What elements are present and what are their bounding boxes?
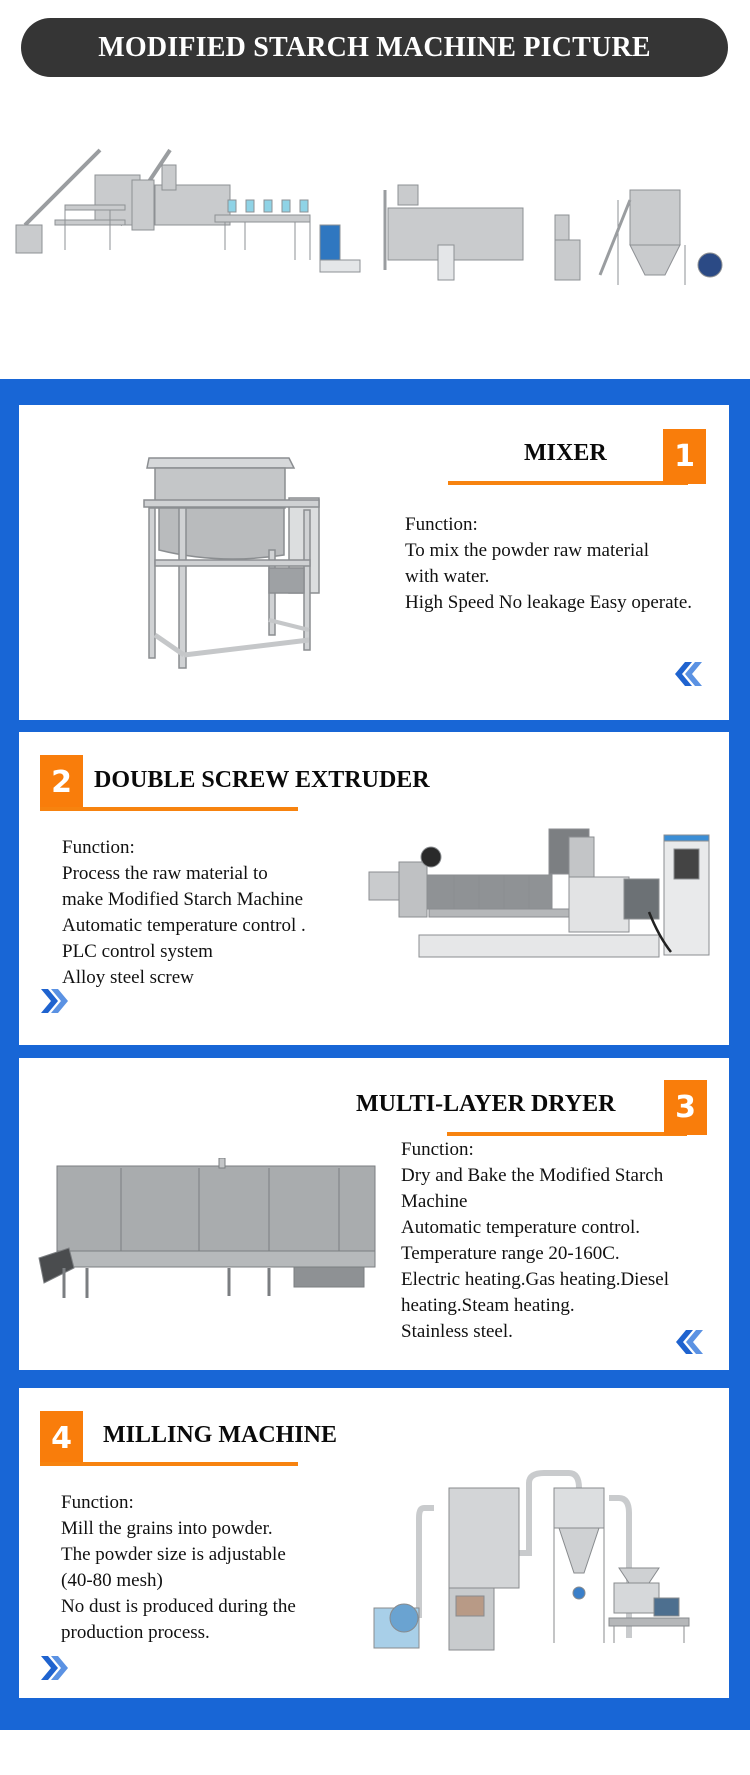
step-number-badge: 2 <box>40 755 83 810</box>
description-line: Function: <box>61 1492 134 1513</box>
page-title: MODIFIED STARCH MACHINE PICTURE <box>98 31 651 63</box>
description-line: Temperature range 20-160C. <box>401 1243 620 1264</box>
step-number-badge: 1 <box>663 429 706 484</box>
milling-machine-image <box>364 1458 704 1658</box>
section-description <box>61 1490 296 1646</box>
description-line: (40-80 mesh) <box>61 1570 163 1591</box>
description-line: To mix the powder raw material <box>405 540 650 561</box>
step-number-badge: 4 <box>40 1411 83 1466</box>
section-milling-machine <box>19 1388 729 1698</box>
double-chevron-left-icon[interactable] <box>674 1330 704 1354</box>
description-line: Machine <box>401 1191 468 1212</box>
section-title: MULTI-LAYER DRYER <box>356 1091 616 1117</box>
double-chevron-right-icon[interactable] <box>39 1656 69 1680</box>
description-line: PLC control system <box>62 941 213 962</box>
section-double-screw-extruder <box>19 732 729 1045</box>
section-description <box>401 1137 669 1345</box>
double-screw-extruder-image <box>359 817 729 977</box>
section-title: DOUBLE SCREW EXTRUDER <box>94 767 430 793</box>
section-mixer <box>19 405 729 720</box>
description-line: Process the raw material to <box>62 863 268 884</box>
description-line: Automatic temperature control . <box>62 915 306 936</box>
description-line: Function: <box>405 514 478 535</box>
description-line: heating.Steam heating. <box>401 1295 575 1316</box>
description-line: No dust is produced during the <box>61 1596 296 1617</box>
section-title: MIXER <box>524 440 607 466</box>
page-title-banner <box>21 18 728 77</box>
double-chevron-left-icon[interactable] <box>673 662 703 686</box>
description-line: Function: <box>401 1139 474 1160</box>
description-line: High Speed No leakage Easy operate. <box>405 592 693 613</box>
step-number-badge: 3 <box>664 1080 707 1135</box>
double-chevron-right-icon[interactable] <box>39 989 69 1013</box>
mixer-machine-image <box>119 440 349 670</box>
section-title: MILLING MACHINE <box>103 1422 338 1448</box>
description-line: Automatic temperature control. <box>401 1217 640 1238</box>
section-description <box>62 835 306 991</box>
description-line: Mill the grains into powder. <box>61 1518 273 1539</box>
title-underline <box>447 1132 687 1136</box>
description-line: make Modified Starch Machine <box>62 889 304 910</box>
description-line: Stainless steel. <box>401 1321 513 1342</box>
description-line: with water. <box>405 566 490 587</box>
multi-layer-dryer-image <box>29 1158 389 1298</box>
description-line: production process. <box>61 1622 210 1643</box>
description-line: Electric heating.Gas heating.Diesel <box>401 1269 670 1290</box>
section-description <box>405 512 692 616</box>
description-line: Dry and Bake the Modified Starch <box>401 1165 664 1186</box>
production-line-image <box>10 130 740 310</box>
description-line: Alloy steel screw <box>62 967 194 988</box>
title-underline <box>40 1462 298 1466</box>
description-line: The powder size is adjustable <box>61 1544 286 1565</box>
title-underline <box>448 481 688 485</box>
description-line: Function: <box>62 837 135 858</box>
section-multi-layer-dryer <box>19 1058 729 1370</box>
title-underline <box>40 807 298 811</box>
